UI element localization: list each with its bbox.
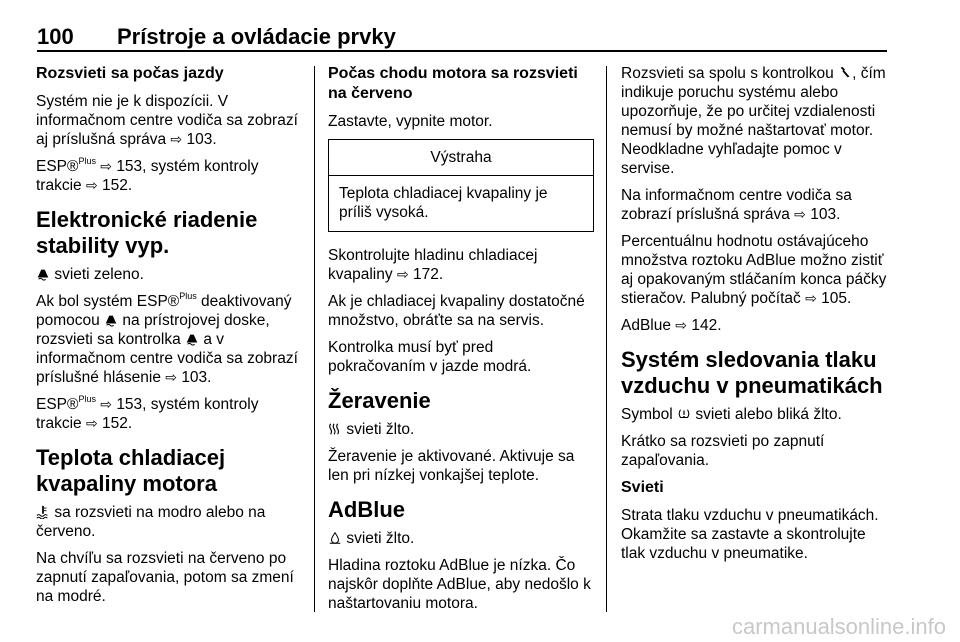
paragraph [36,503,302,541]
ref-arrow-icon: ⇨ [396,266,409,282]
page-ref: 103. [181,369,212,386]
column-divider-2 [606,66,607,612]
column-2 [328,64,594,621]
glow-plug-icon [328,422,342,436]
paragraph [621,405,891,424]
page-ref: 153, systém kontroly trakcie [36,158,259,194]
page-header [37,24,887,52]
text: sa rozsvieti na modro alebo na červeno. [36,504,266,540]
text: Systém nie je k dispozícii. V informačnom centre vodiča sa zobrazí aj príslušná správa [36,93,298,148]
text: a v informačnom centre vodiča sa zobrazí príslušné hlásenie [36,331,298,386]
page-ref: 103. [186,131,217,148]
paragraph [621,64,891,178]
paragraph: Krátko sa rozsvieti po zapnutí zapaľovania. [621,433,825,469]
esp-off-icon [185,332,199,346]
ref-arrow-icon: ⇨ [100,396,112,412]
heading-red-while-running: Počas chodu motora sa rozsvieti na červeno [328,65,578,102]
heading-glow: Žeravenie [328,388,431,413]
paragraph [621,232,891,308]
paragraph [36,292,302,387]
paragraph [36,395,302,433]
text: , čím indikuje poruchu systému alebo upozorňuje, že po určitej vzdialenosti nemusí by možné naštartovať motor. Neodkladne vyhľadajte pomoc v servise. [621,65,886,177]
heading-coolant-temp: Teplota chladiacej kvapaliny motora [36,445,226,496]
text: Rozsvieti sa spolu s kontrolkou [621,65,834,82]
superscript: Plus [78,393,96,404]
column-divider-1 [314,66,315,612]
paragraph: Kontrolka musí byť pred pokračovaním v jazde modrá. [328,339,532,375]
text: svieti žlto. [346,530,415,547]
ref-arrow-icon: ⇨ [165,369,177,385]
paragraph: Ak je chladiacej kvapaliny dostatočné množstvo, obráťte sa na servis. [328,293,585,329]
paragraph [621,316,891,335]
page-ref: 152. [102,415,133,432]
paragraph [328,246,594,284]
text: ESP® [36,396,79,413]
text: svieti alebo bliká žlto. [695,406,842,423]
paragraph [36,265,302,284]
paragraph: Strata tlaku vzduchu v pneumatikách. Okamžite sa zastavte a skontrolujte tlak vzduchu v pneumatike. [621,507,879,562]
paragraph [621,186,891,224]
heading-adblue: AdBlue [328,497,405,522]
superscript: Plus [78,155,96,166]
text: AdBlue [621,317,671,334]
page-ref: 103. [810,206,841,223]
header-divider [37,50,887,52]
ref-arrow-icon: ⇨ [675,317,688,333]
ref-arrow-icon: ⇨ [85,177,98,193]
text: Percentuálnu hodnotu ostávajúceho množstva roztoku AdBlue možno zistiť aj opakovaným stláčaním konca páčky stieračov. Palubný počítač [621,233,887,307]
page-ref: 172. [412,266,444,283]
ref-arrow-icon: ⇨ [805,290,817,306]
page-ref: 142. [691,317,722,334]
text: Symbol [621,406,673,423]
paragraph [36,92,302,149]
column-1 [36,64,302,614]
text: ESP® [36,158,79,175]
tire-pressure-icon [677,407,691,421]
paragraph: Žeravenie je aktivované. Aktivuje sa len pri nízkej vonkajšej teplote. [328,448,575,484]
coolant-temperature-icon [36,505,50,519]
column-3 [621,64,891,571]
text: svieti žlto. [346,421,415,438]
paragraph: Zastavte, vypnite motor. [328,113,493,130]
paragraph [328,420,594,439]
page-ref: 153, systém kontroly trakcie [36,396,259,432]
ref-arrow-icon: ⇨ [794,206,806,222]
adblue-icon [328,531,342,545]
heading-on: Svieti [621,479,664,496]
ref-arrow-icon: ⇨ [85,415,98,431]
heading-tire-pressure: Systém sledovania tlaku vzduchu v pneumatikách [621,347,883,398]
text: svieti zeleno. [54,266,144,283]
ref-arrow-icon: ⇨ [170,131,183,147]
warning-title: Výstraha [329,140,593,176]
text: Ak bol systém ESP® [36,293,180,310]
paragraph [328,529,594,548]
chapter-title: Prístroje a ovládacie prvky [117,24,396,49]
warning-text: Teplota chladiacej kvapaliny je príliš vysoká. [339,185,548,221]
page-ref: 152. [102,177,133,194]
page-number: 100 [37,24,74,49]
paragraph: Hladina roztoku AdBlue je nízka. Čo najskôr doplňte AdBlue, aby nedošlo k naštartovaniu motora. [328,557,591,612]
page-ref: 105. [821,290,852,307]
paragraph [36,157,302,195]
warning-box [328,139,594,232]
watermark: carmanualsonline.info [731,614,946,639]
ref-arrow-icon: ⇨ [100,158,112,174]
superscript: Plus [179,290,197,301]
text: deaktivovaný pomocou [36,293,292,329]
heading-while-driving: Rozsvieti sa počas jazdy [36,65,224,82]
text: na prístrojovej doske, rozsvieti sa kontrolka [36,312,270,348]
paragraph: Na chvíľu sa rozsvieti na červeno po zapnutí zapaľovania, potom sa zmení na modré. [36,550,294,605]
wrench-icon [838,66,852,80]
esp-off-icon [104,313,118,327]
text: Skontrolujte hladinu chladiacej kvapaliny [328,247,538,283]
esp-off-icon [36,267,50,281]
text: Na informačnom centre vodiča sa zobrazí príslušná správa [621,187,852,223]
heading-esp-off: Elektronické riadenie stability vyp. [36,207,258,258]
